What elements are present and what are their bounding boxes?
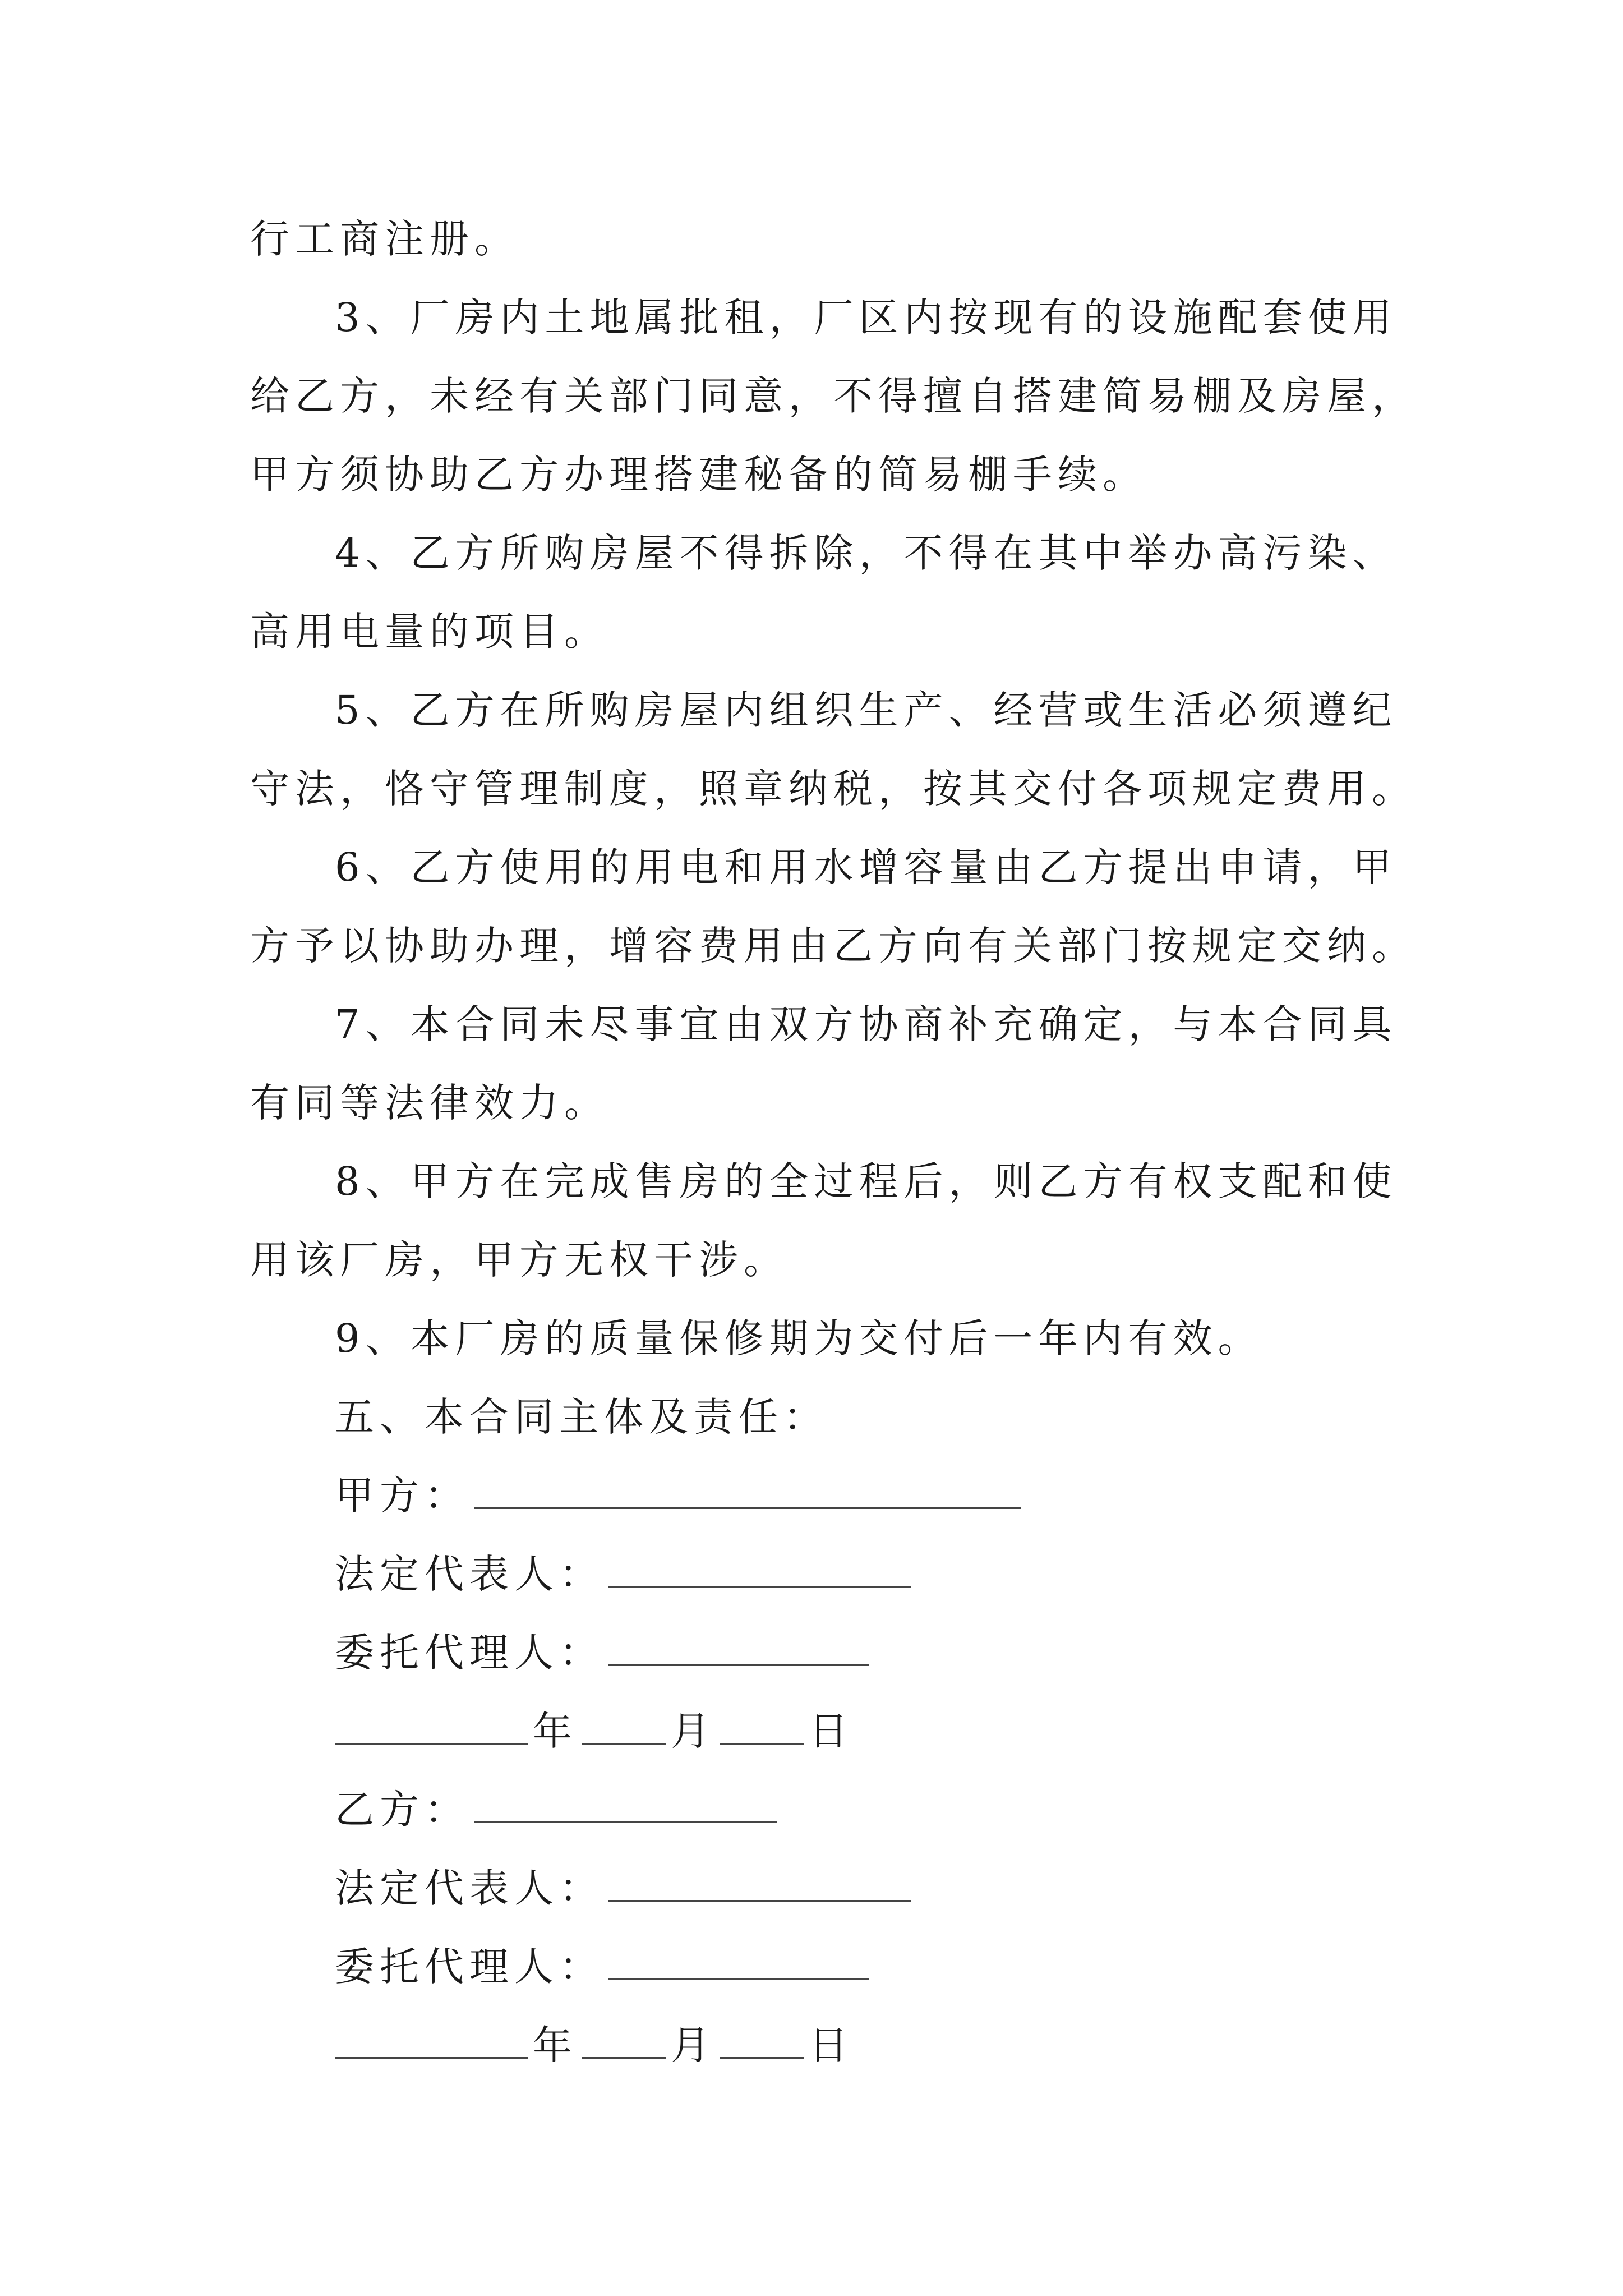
month-label: 月 [671, 1708, 716, 1754]
party-a-row [0, 1467, 1623, 1524]
party-b-year-blank[interactable] [335, 2023, 528, 2059]
party-a-day-blank[interactable] [720, 1709, 804, 1745]
legal-rep-label: 法定代表人： [335, 1551, 604, 1597]
paragraph-line: 甲方须协助乙方办理搭建秘备的简易棚手续。 [250, 452, 1147, 498]
paragraph-line: 用该厂房，甲方无权干涉。 [250, 1237, 789, 1283]
party-a-year-blank[interactable] [335, 1709, 528, 1745]
paragraph-line: 高用电量的项目。 [250, 609, 609, 655]
party-b-legal-rep-blank[interactable] [608, 1866, 911, 1902]
party-a-legal-rep-blank[interactable] [608, 1552, 911, 1588]
party-b-label: 乙方： [335, 1787, 469, 1833]
month-label: 月 [671, 2022, 716, 2068]
party-b-day-blank[interactable] [720, 2023, 804, 2059]
paragraph-line: 方予以协助办理，增容费用由乙方向有关部门按规定交纳。 [250, 923, 1417, 969]
day-label: 日 [809, 1708, 854, 1754]
party-a-legal-rep-row [0, 1546, 1623, 1602]
party-a-blank[interactable] [474, 1474, 1021, 1509]
paragraph-line: 守法，恪守管理制度，照章纳税，按其交付各项规定费用。 [250, 766, 1417, 812]
party-b-month-blank[interactable] [582, 2023, 666, 2059]
party-b-agent-row [0, 1939, 1623, 1995]
party-a-agent-blank[interactable] [608, 1631, 869, 1666]
paragraph-line: 5、乙方在所购房屋内组织生产、经营或生活必须遵纪 [335, 687, 1398, 733]
party-b-row [0, 1782, 1623, 1838]
agent-label: 委托代理人： [335, 1630, 604, 1676]
party-b-blank[interactable] [474, 1788, 777, 1823]
agent-label: 委托代理人： [335, 1944, 604, 1990]
paragraph-line: 有同等法律效力。 [250, 1080, 609, 1126]
party-b-date-row [0, 2017, 1623, 2073]
paragraph-line: 6、乙方使用的用电和用水增容量由乙方提出申请，甲 [335, 844, 1398, 890]
party-b-legal-rep-row [0, 1860, 1623, 1916]
paragraph-line: 8、甲方在完成售房的全过程后，则乙方有权支配和使 [335, 1158, 1398, 1204]
day-label: 日 [809, 2022, 854, 2068]
party-a-label: 甲方： [335, 1473, 469, 1519]
party-a-agent-row [0, 1625, 1623, 1681]
paragraph-line: 4、乙方所购房屋不得拆除，不得在其中举办高污染、 [335, 530, 1398, 576]
paragraph-line: 行工商注册。 [250, 216, 519, 262]
legal-rep-label: 法定代表人： [335, 1865, 604, 1911]
party-b-agent-blank[interactable] [608, 1945, 869, 1980]
year-label: 年 [533, 1708, 578, 1754]
year-label: 年 [533, 2022, 578, 2068]
paragraph-line: 3、厂房内土地属批租，厂区内按现有的设施配套使用 [335, 295, 1398, 341]
paragraph-line: 9、本厂房的质量保修期为交付后一年内有效。 [335, 1315, 1263, 1361]
party-a-date-row [0, 1703, 1623, 1759]
party-a-month-blank[interactable] [582, 1709, 666, 1745]
paragraph-line: 7、本合同未尽事宜由双方协商补充确定，与本合同具 [335, 1001, 1398, 1047]
paragraph-line: 给乙方，未经有关部门同意，不得擅自搭建简易棚及房屋， [250, 373, 1417, 419]
section-heading: 五、本合同主体及责任： [335, 1394, 828, 1440]
